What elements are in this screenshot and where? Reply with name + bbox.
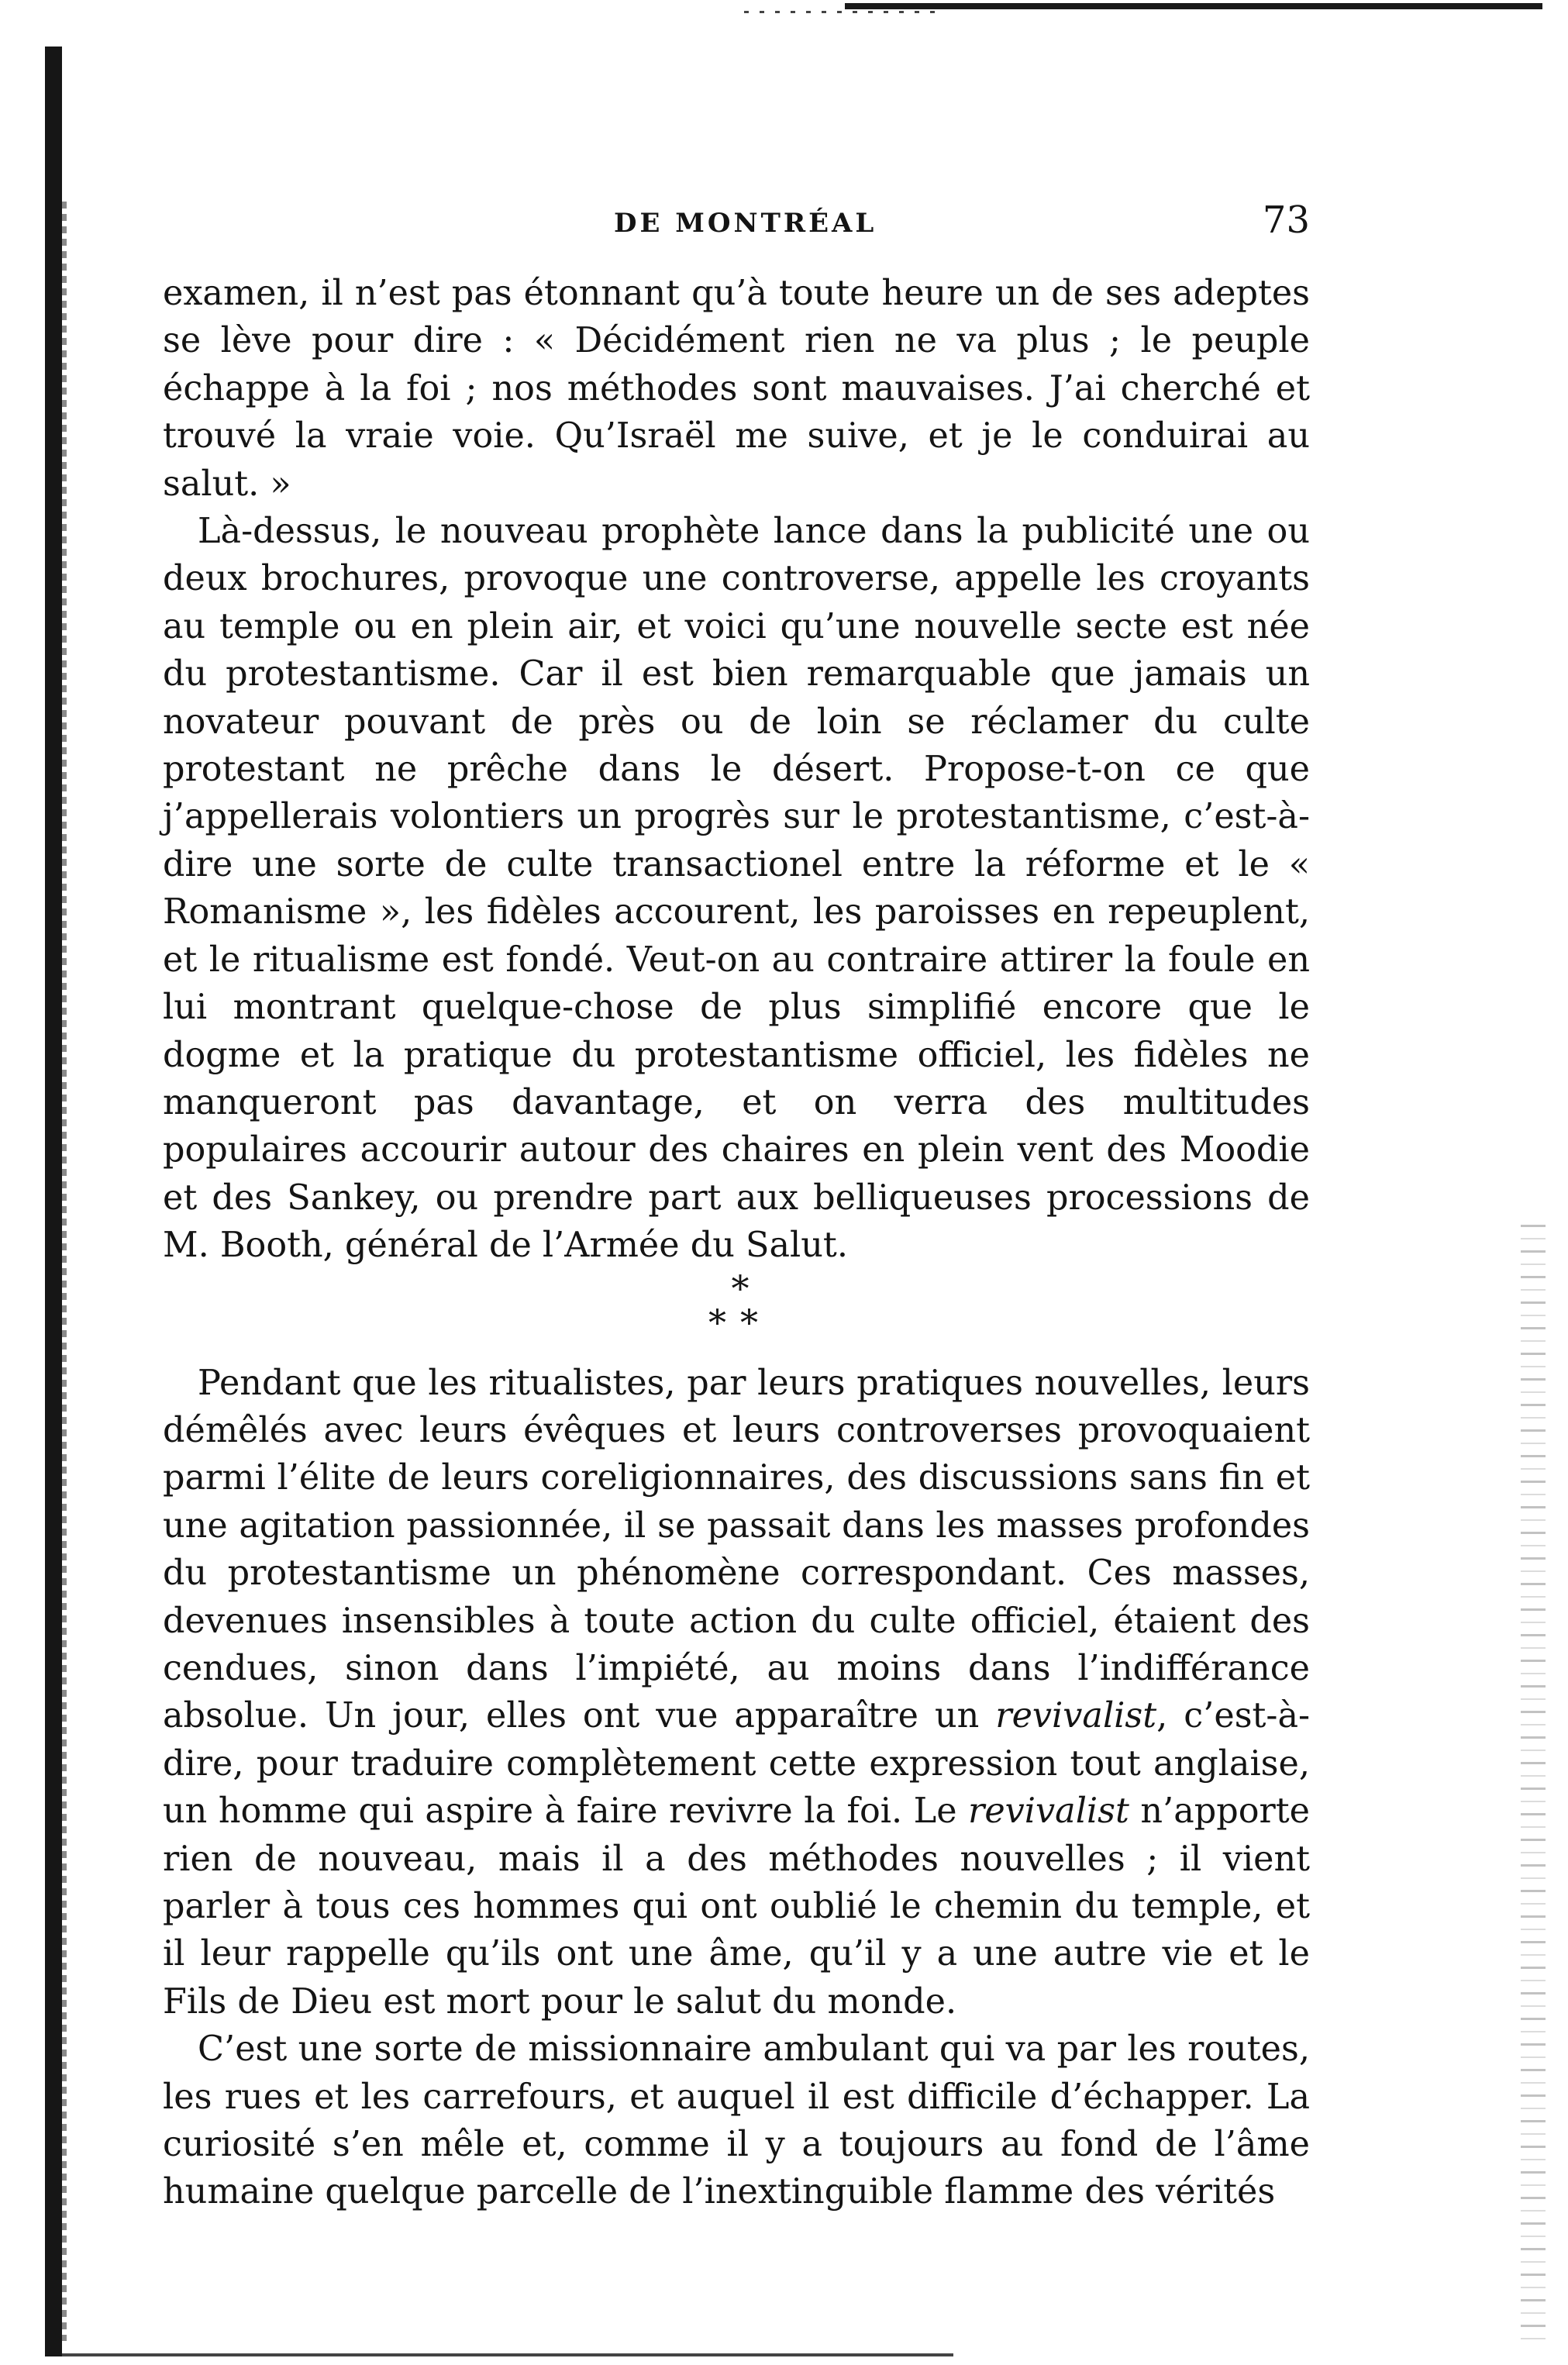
scan-top-dots (744, 11, 946, 13)
section-asterism (163, 1267, 1310, 1343)
paragraph-4: C’est une sorte de missionnaire ambulant qui va par les routes, les rues et les carrefours, et auquel il est difficile d’échapper. La curiosité s’en mêle et, comme il y a toujours au fond de l’âme humaine quelque parcelle de l’inextinguible flamme des vérités (163, 2029, 1310, 2212)
scan-top-rule (845, 3, 1542, 9)
body-text (163, 270, 1310, 2216)
paragraph-3 (163, 1360, 1310, 2026)
scan-margin-noise (1521, 1225, 1546, 2349)
scan-bottom-rule (62, 2353, 953, 2356)
paragraph-3-part-1: Pendant que les ritualistes, par leurs pratiques nouvelles, leurs démêlés avec leurs évêques et leurs controverses provoquaient parmi l’élite de leurs coreligionnaires, des discussions sans fin et une agitation passionnée, il se passait dans les masses profondes du protestantisme un phénomène correspondant. Ces masses, devenues insensibles à toute action du culte officiel, étaient des cendues, sinon dans l’impiété, au moins dans l’indifférance absolue. Un jour, elles ont vue apparaître un (163, 1363, 1310, 1736)
italic-term-revivalist-2: revivalist (968, 1791, 1129, 1832)
running-head (163, 194, 1310, 248)
asterism-top: * (731, 1267, 750, 1309)
scan-binding-shadow (45, 47, 62, 2356)
paragraph-3-part-2: , c’est-à-dire, pour traduire complètement cette expression tout anglaise, un homme qui aspire à faire revivre la foi. Le (163, 1696, 1311, 1832)
italic-term-revivalist-1: revivalist (995, 1696, 1157, 1736)
paragraph-1: examen, il n’est pas étonnant qu’à toute heure un de ses adeptes se lève pour dire : « Décidément rien ne va plus ; le peuple échappe à la foi ; nos méthodes sont mauvaises. J’ai cherché et trouvé la vraie voie. Qu’Israël me suive, et je le conduirai au salut. » (163, 274, 1310, 504)
paragraph-3-part-3: n’apporte rien de nouveau, mais il a des méthodes nouvelles ; il vient parler à tous ces hommes qui ont oublié le chemin du temple, et il leur rappelle qu’ils ont une âme, qu’il y a une autre vie et le Fils de Dieu est mort pour le salut du monde. (163, 1791, 1310, 2022)
asterism-bottom: ** (708, 1301, 772, 1343)
paragraph-2: Là-dessus, le nouveau prophète lance dans la publicité une ou deux brochures, provoque une controverse, appelle les croyants au temple ou en plein air, et voici qu’une nouvelle secte est née du protestantisme. Car il est bien remarquable que jamais un novateur pouvant de près ou de loin se réclamer du culte protestant ne prêche dans le désert. Propose-t-on ce que j’appellerais volontiers un progrès sur le protestantisme, c’est-à-dire une sorte de culte transactionel entre la réforme et le « Romanisme », les fidèles accourent, les paroisses en repeuplent, et le ritualisme est fondé. Veut-on au contraire attirer la foule en lui montrant quelque-chose de plus simplifié encore que le dogme et la pratique du protestantisme officiel, les fidèles ne manqueront pas davantage, et on verra des multitudes populaires accourir autour des chaires en plein vent des Moodie et des Sankey, ou prendre part aux belliqueuses processions de M. Booth, général de l’Armée du Salut. (163, 512, 1310, 1266)
page-number: 73 (1262, 198, 1310, 242)
scan-binding-edge (62, 202, 67, 2341)
running-title: DE MONTRÉAL (614, 208, 877, 239)
